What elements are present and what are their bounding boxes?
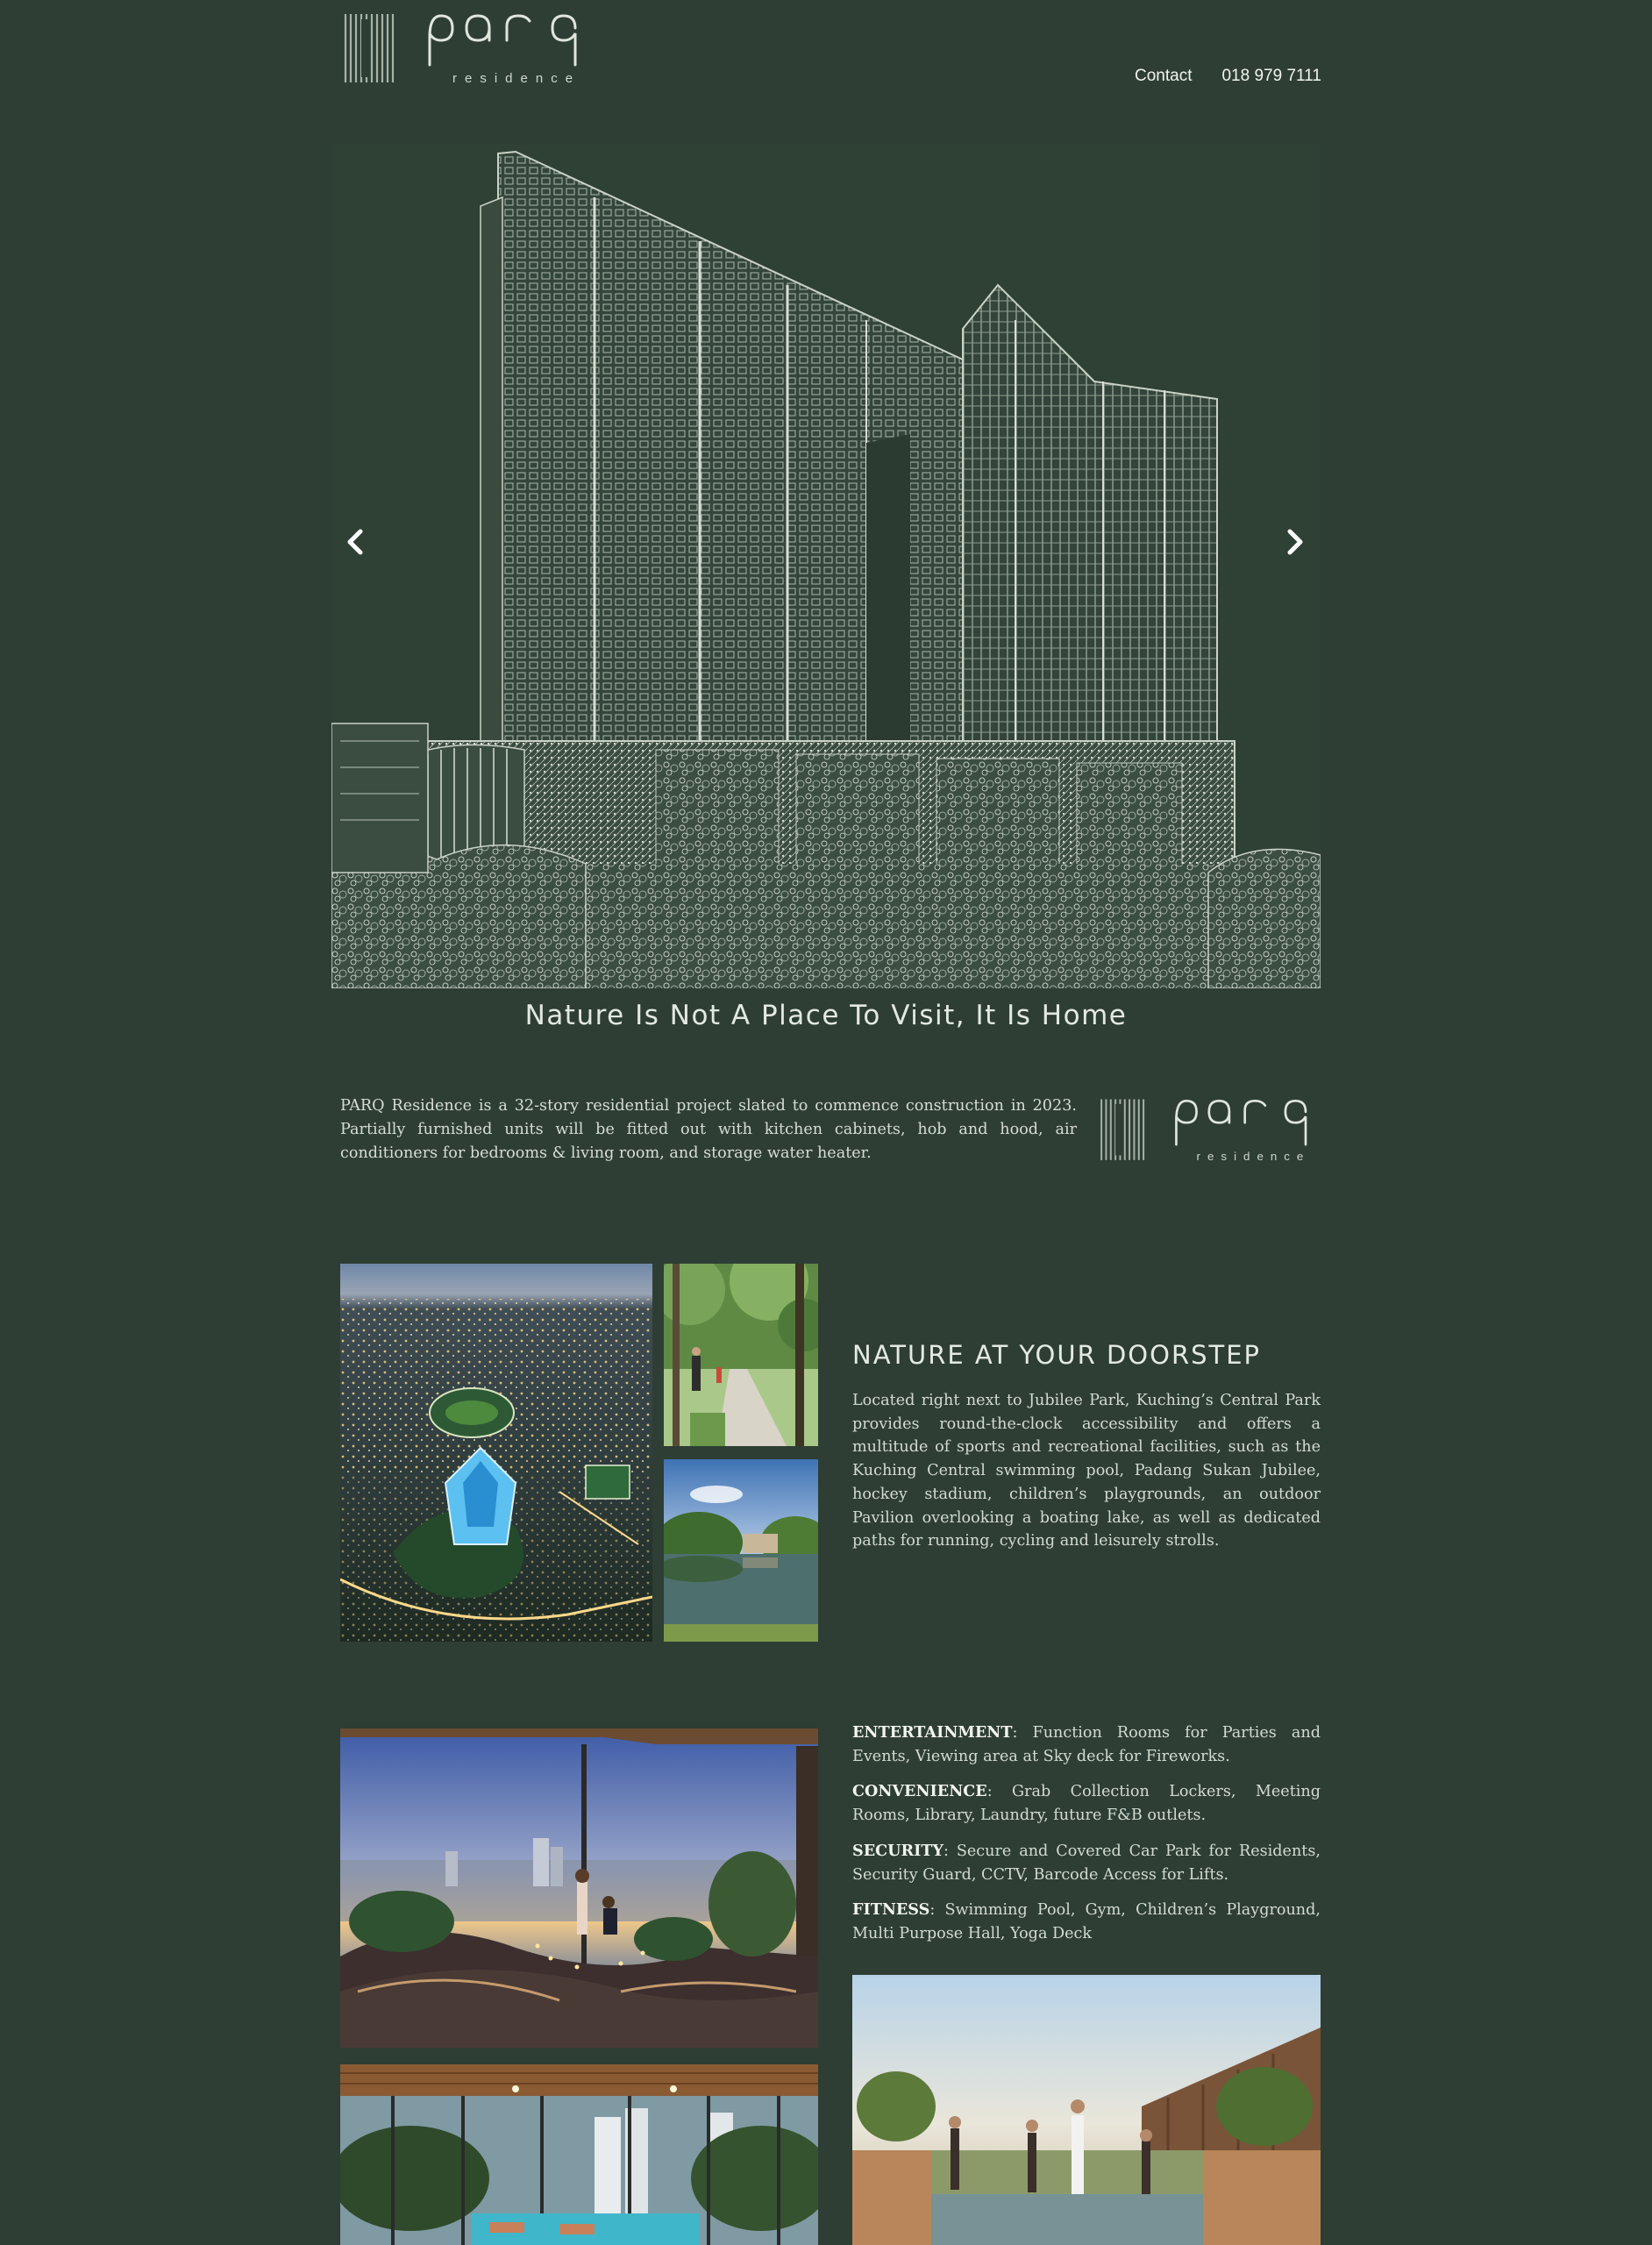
amenity-label: CONVENIENCE [852,1782,987,1801]
top-nav [1135,63,1321,89]
amenities-list [852,1721,1321,1958]
nature-heading: NATURE AT YOUR DOORSTEP [852,1340,1262,1370]
slider-next-button[interactable] [1276,517,1314,567]
contact-link[interactable]: Contact [1135,67,1193,85]
amenity-text: : Grab Collection Lockers, Meeting Rooms, Library, Laundry, future F&B outlets. [852,1783,1321,1825]
yoga-deck-photo [852,1975,1321,2245]
park-path-photo [664,1264,818,1446]
amenity-convenience [852,1780,1321,1827]
hero-slider-image [331,145,1321,988]
phone-link[interactable]: 018 979 7111 [1221,67,1321,85]
nature-paragraph: Located right next to Jubilee Park, Kuching’s Central Park provides round-the-clock accessibility and offers a multitude of sports and recreational facilities, such as the Kuching Central swimming pool, Padang Sukan Jubilee, hockey stadium, children’s playgrounds, an outdoor Pavilion overlooking a boating lake, as well as dedicated paths for running, cycling and leisurely strolls. [852,1392,1321,1550]
slider-prev-button[interactable] [336,517,374,567]
amenity-text: : Function Rooms for Parties and Events, Viewing area at Sky deck for Fireworks. [852,1724,1321,1765]
logo-bars-icon [1101,1100,1143,1160]
amenity-fitness [852,1899,1321,1945]
amenity-security [852,1840,1321,1886]
intro-paragraph: PARQ Residence is a 32-story residential project slated to commence construction in 2023. Partially furnished units will be fitted out with kitchen cabinets, hob and hood, air conditioners for bedrooms & living room, and storage water heater. [340,1097,1077,1162]
logo-subtitle: residence [1196,1149,1311,1163]
amenity-label: FITNESS [852,1900,930,1920]
logo-bars-icon [345,14,393,82]
lake-photo [664,1459,818,1642]
pool-pavilion-photo [340,2064,818,2245]
amenity-text: : Secure and Covered Car Park for Residents, Security Guard, CCTV, Barcode Access for Lifts. [852,1842,1321,1884]
chevron-left-icon [336,517,374,567]
hero-title: Nature Is Not A Place To Visit, It Is Home [524,1000,1128,1031]
chevron-right-icon [1276,517,1314,567]
amenity-text: : Swimming Pool, Gym, Children’s Playground, Multi Purpose Hall, Yoga Deck [852,1901,1321,1942]
amenity-label: SECURITY [852,1841,943,1860]
intro-logo [1098,1096,1317,1166]
logo-wordmark [430,16,575,65]
logo-subtitle: residence [452,71,581,86]
aerial-park-photo [340,1264,652,1642]
amenity-label: ENTERTAINMENT [852,1723,1013,1742]
amenity-entertainment [852,1721,1321,1768]
sky-deck-photo [340,1728,818,2048]
logo-wordmark [1176,1101,1306,1144]
header-logo[interactable] [342,11,587,89]
